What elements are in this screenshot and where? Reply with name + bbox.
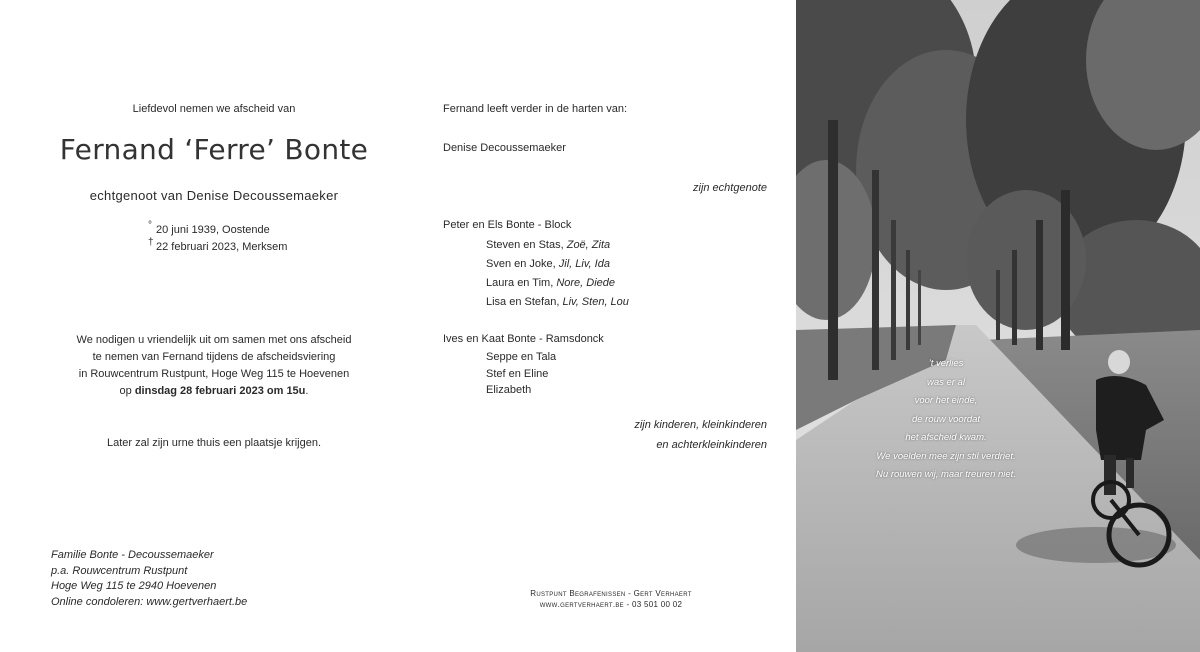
poem-line: We voelden mee zijn stil verdriet. — [876, 450, 1016, 462]
cyclist-on-tree-lined-road-image — [796, 0, 1200, 652]
ceremony-date: dinsdag 28 februari 2023 om 15u — [134, 385, 306, 397]
poem-line: Nu rouwen wij, maar treuren niet. — [876, 469, 1016, 480]
family-head-1: Peter en Els Bonte - Block — [443, 219, 572, 231]
poem-line: het afscheid kwam. — [905, 432, 987, 443]
family-member: Seppe en Tala — [486, 351, 557, 363]
urn-note: Later zal zijn urne thuis een plaatsje krijgen. — [106, 437, 321, 449]
survivors-intro: Fernand leeft verder in de harten van: — [443, 103, 628, 115]
funeral-home-name: Rustpunt Begrafenissen - Gert Verhaert — [530, 589, 692, 598]
deceased-name: Fernand ‘Ferre’ Bonte — [59, 133, 369, 166]
family-address — [51, 548, 247, 610]
family-list-2 — [486, 349, 556, 399]
family-member: Stef en Eline — [486, 367, 549, 380]
life-dates — [148, 222, 287, 256]
invite-line: We nodigen u vriendelijk uit om samen met ons afscheid — [76, 334, 352, 346]
poem-line: was er al — [926, 376, 965, 388]
birth-date: 20 juni 1939, Oostende — [156, 224, 270, 236]
family-list-1 — [486, 236, 629, 312]
intro-text: Liefdevol nemen we afscheid van — [132, 103, 296, 115]
memorial-photo — [796, 0, 1200, 652]
family-member: Lisa en Stefan, Liv, Sten, Lou — [486, 296, 629, 308]
invitation-text — [0, 332, 428, 400]
announcement-column — [0, 0, 428, 652]
invite-line: te nemen van Fernand tijdens de afscheidsviering — [92, 351, 336, 363]
spouse-role: zijn echtgenote — [693, 182, 767, 194]
poem-line: de rouw voordat — [911, 413, 981, 425]
family-column — [443, 0, 773, 652]
spouse-line: echtgenoot van Denise Decoussemaeker — [89, 188, 339, 203]
funeral-home-footer — [443, 588, 779, 610]
family-member: Elizabeth — [486, 384, 532, 396]
poem-line: ’t verlies — [928, 358, 964, 369]
children-role: zijn kinderen, kleinkinderen en achterkleinkinderen — [634, 419, 767, 451]
death-line: † 22 februari 2023, Merksem — [148, 237, 288, 253]
family-head-2: Ives en Kaat Bonte - Ramsdonck — [443, 333, 604, 345]
condolence-link: Online condoleren: www.gertverhaert.be — [51, 595, 248, 608]
family-member: Sven en Joke, Jil, Liv, Ida — [486, 258, 610, 270]
address-line: Hoge Weg 115 te 2940 Hoevenen — [51, 580, 217, 592]
spouse-name: Denise Decoussemaeker — [443, 142, 566, 154]
invite-date-line: op dinsdag 28 februari 2023 om 15u. — [119, 385, 309, 397]
birth-line: ° 20 juni 1939, Oostende — [148, 220, 270, 236]
death-date: 22 februari 2023, Merksem — [156, 241, 288, 253]
funeral-home-contact: www.gertverhaert.be - 03 501 00 02 — [539, 600, 683, 609]
family-member: Steven en Stas, Zoë, Zita — [486, 239, 611, 251]
invite-line: in Rouwcentrum Rustpunt, Hoge Weg 115 te Hoevenen — [78, 368, 350, 380]
memorial-poem — [866, 355, 1026, 485]
address-line: p.a. Rouwcentrum Rustpunt — [51, 564, 188, 577]
family-member: Laura en Tim, Nore, Diede — [486, 277, 616, 289]
address-line: Familie Bonte - Decoussemaeker — [51, 549, 214, 561]
poem-line: voor het einde, — [914, 395, 978, 406]
